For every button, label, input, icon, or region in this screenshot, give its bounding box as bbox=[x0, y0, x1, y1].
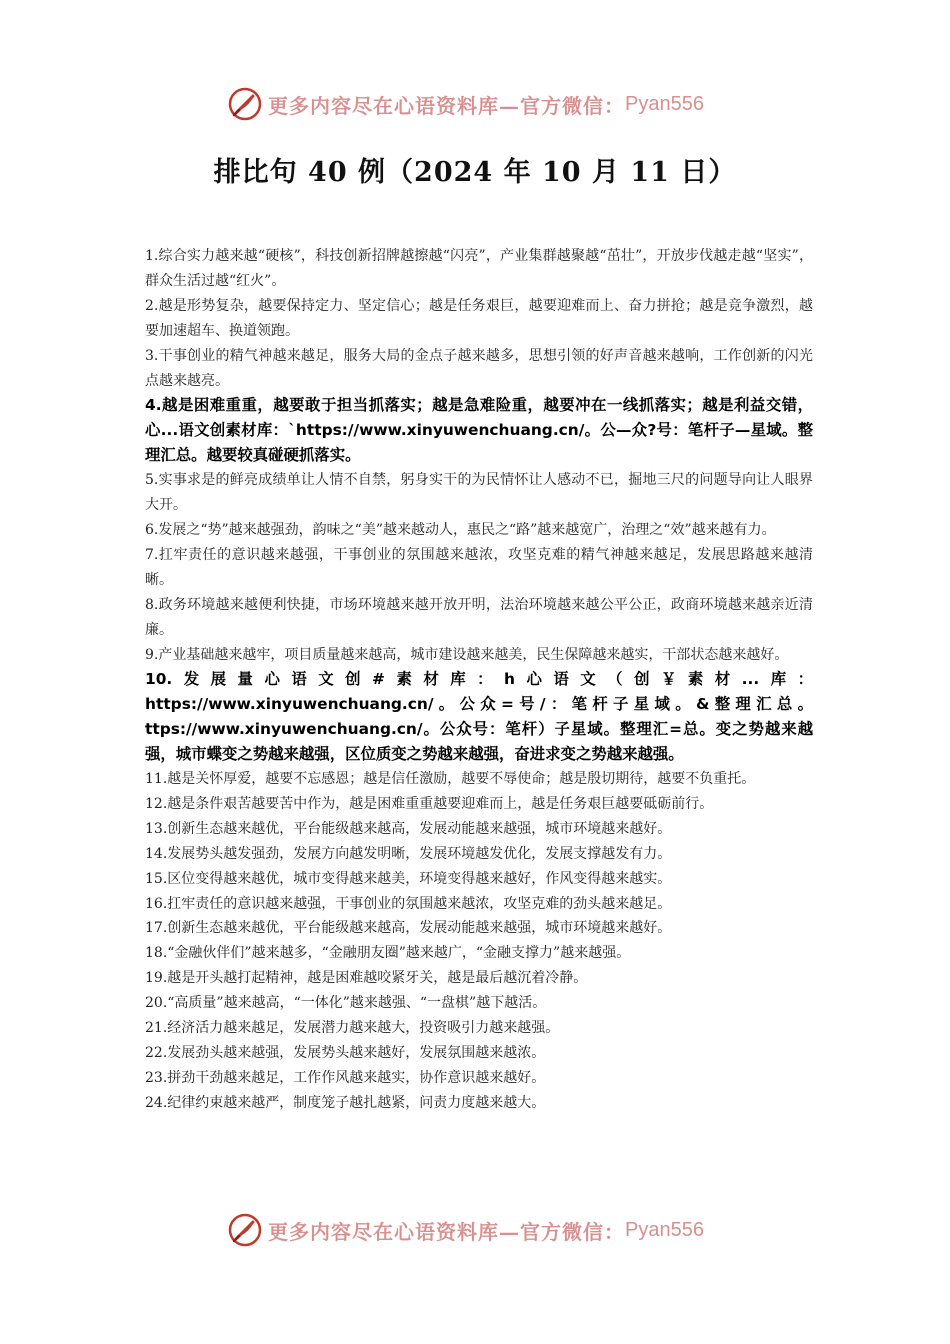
list-item: 22.发展劲头越来越强，发展势头越来越好，发展氛围越来越浓。 bbox=[145, 1045, 546, 1061]
list-item: 9.产业基础越来越牢，项目质量越来越高，城市建设越来越美，民生保障越来越实，干部状态越来越好。 bbox=[145, 646, 789, 663]
list-item: 2.越是形势复杂，越要保持定力、坚定信心；越是任务艰巨，越要迎难而上、奋力拼抢；越是竞争激烈，越要加速超车、换道领跑。 bbox=[145, 297, 813, 339]
list-item: 20.“高质量”越来越高，“一体化”越来越强、“一盘棋”越下越活。 bbox=[145, 995, 547, 1012]
list-item: 21.经济活力越来越足，发展潜力越来越大，投资吸引力越来越强。 bbox=[145, 1020, 560, 1037]
banner-text: 更多内容尽在心语资料库—官方微信： bbox=[268, 93, 625, 118]
list-item: 7.扛牢责任的意识越来越强，干事创业的氛围越来越浓，攻坚克难的精气神越来越足，发展思路越来越清晰。 bbox=[145, 546, 813, 588]
list-item: 10.发展量心语文创#素材库：h心语文（创￥素材...库：https://www.xinyuwenchuang.cn/。公众=号/：笔杆子星域。&整理汇总。ttps://www.xinyuwenchuang.cn/。公众号：笔杆）子星域。整理汇=总。变之势越来越强，城市蝶变之势越来越强，区位质变之势越来越强，奋进求变之势越来越强。 bbox=[145, 670, 813, 764]
list-item: 13.创新生态越来越优，平台能级越来越高，发展动能越来越强，城市环境越来越好。 bbox=[145, 820, 672, 837]
banner-text: 更多内容尽在心语资料库—官方微信： bbox=[268, 1219, 625, 1244]
list-item: 1.综合实力越来越“硬核”，科技创新招牌越擦越“闪亮”，产业集群越聚越“茁壮”，开放步伐越走越“坚实”，群众生活过越“红火”。 bbox=[145, 248, 813, 289]
quill-logo-icon bbox=[228, 1213, 262, 1247]
list-item: 24.纪律约束越来越严，制度笼子越扎越紧，问责力度越来越大。 bbox=[145, 1094, 546, 1111]
footer-banner bbox=[228, 1210, 728, 1250]
list-item: 18.“金融伙伴们”越来越多，“金融朋友圈”越来越广，“金融支撑力”越来越强。 bbox=[145, 945, 631, 962]
list-item: 17.创新生态越来越优，平台能级越来越高，发展动能越来越强，城市环境越来越好。 bbox=[145, 920, 672, 937]
banner-wechat-id: Pyan556 bbox=[625, 92, 704, 115]
list-item: 6.发展之“势”越来越强劲，韵味之“美”越来越动人，惠民之“路”越来越宽广，治理之“效”越来越有力。 bbox=[145, 521, 776, 538]
list-item: 5.实事求是的鲜亮成绩单让人情不自禁，躬身实干的为民情怀让人感动不已，掘地三尺的问题导向让人眼界大开。 bbox=[145, 472, 813, 514]
list-item: 14.发展势头越发强劲，发展方向越发明晰，发展环境越发优化，发展支撑越发有力。 bbox=[145, 845, 672, 862]
sentence-list bbox=[145, 244, 813, 1116]
list-item: 3.干事创业的精气神越来越足，服务大局的金点子越来越多，思想引领的好声音越来越响，工作创新的闪光点越来越亮。 bbox=[145, 347, 813, 389]
header-banner bbox=[228, 84, 728, 124]
list-item: 19.越是开头越打起精神，越是困难越咬紧牙关，越是最后越沉着冷静。 bbox=[145, 970, 588, 987]
list-item: 12.越是条件艰苦越要苦中作为，越是困难重重越要迎难而上，越是任务艰巨越要砥砺前行。 bbox=[145, 795, 714, 812]
list-item: 11.越是关怀厚爱，越要不忘感恩；越是信任激励，越要不辱使命；越是殷切期待，越要不负重托。 bbox=[145, 771, 756, 788]
list-item: 8.政务环境越来越便利快捷，市场环境越来越开放开明，法治环境越来越公平公正，政商环境越来越亲近清廉。 bbox=[145, 596, 813, 638]
quill-logo-icon bbox=[228, 87, 262, 121]
page-title: 排比句 40 例（2024 年 10 月 11 日） bbox=[213, 157, 737, 188]
banner-wechat-id: Pyan556 bbox=[625, 1218, 704, 1241]
list-item: 4.越是困难重重，越要敢于担当抓落实；越是急难险重，越要冲在一线抓落实；越是利益交错，心...语文创素材库：`https://www.xinyuwenchuang.cn/。公—众?号：笔杆子—星域。整理汇总。越要较真碰硬抓落实。 bbox=[145, 396, 813, 465]
list-item: 16.扛牢责任的意识越来越强，干事创业的氛围越来越浓，攻坚克难的劲头越来越足。 bbox=[145, 895, 672, 912]
list-item: 15.区位变得越来越优，城市变得越来越美，环境变得越来越好，作风变得越来越实。 bbox=[145, 870, 672, 887]
list-item: 23.拼劲干劲越来越足，工作作风越来越实，协作意识越来越好。 bbox=[145, 1069, 546, 1086]
